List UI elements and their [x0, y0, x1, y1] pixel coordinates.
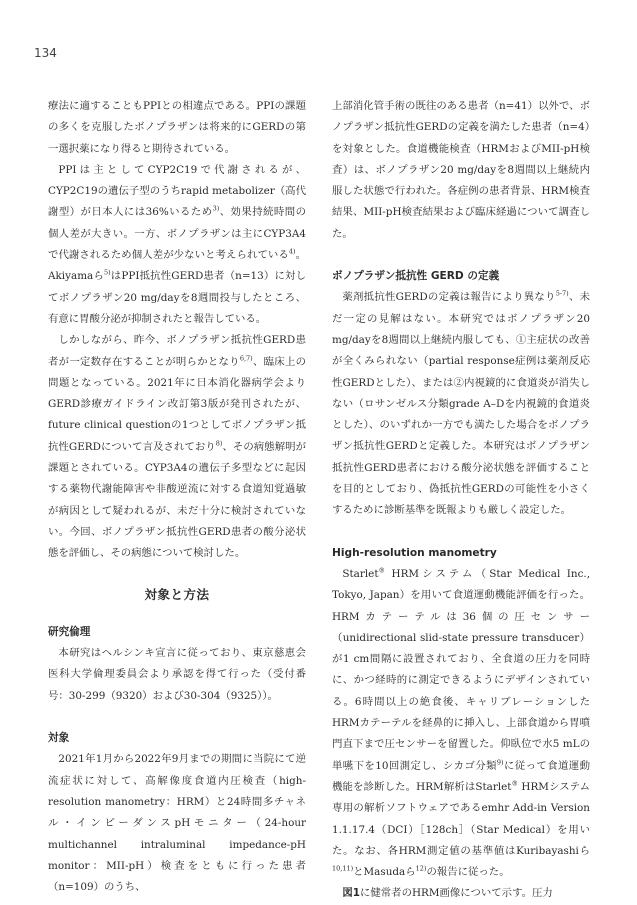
section-title: 対象と方法: [144, 586, 210, 602]
paragraph: PPIは主としてCYP2C19で代謝されるが、CYP2C19の遺伝子型のうちrapid metabolizer（高代謝型）が日本人には36%いるため$^{3)}$、効果持続時間の個人差が大きい。一方、ボノプラザンは主にCYP3A4で代謝されるため個人差が少ないと考えられている$^{4)}$。Akiyamaら$^{5)}$はPPI抵抗性GERD患者（n=13）に対してボノプラザン20 mg/dayを8週間投与したところ、有意に胃酸分泌が抑制されたと報告している。: [48, 163, 307, 325]
paragraph: 療法に適することもPPIとの相違点である。PPIの課題の多くを克服したボノプラザンは将来的にGERDの第一選択薬になり得ると期待されている。: [48, 100, 306, 155]
paragraph: 2021年1月から2022年9月までの期間に当院にて逆流症状に対して、高解像度食道内圧検査（high-resolution manometry：HRM）と24時間多チャネル・インピーダンスpHモニター（24-hour multichannel intraluminal impedance-pH monitor：MII-pH）検査をともに行った患者（n=109）のうち、: [48, 753, 306, 894]
registered-mark: ®: [378, 566, 385, 575]
hrm-heading: High-resolution manometry: [332, 546, 497, 559]
figure-reference[interactable]: 図1: [342, 887, 361, 900]
citation: 12): [415, 864, 427, 873]
citation: 10,11): [332, 864, 354, 873]
citation: 3): [212, 205, 220, 214]
left-column: [48, 96, 306, 898]
paragraph: 上部消化管手術の既往のある患者（n=41）以外で、ボノプラザン抵抗性GERDの定義を満たした患者（n=4）を対象とした。食道機能検査（HRMおよびMII-pH検査）は、ボノプラザン20 mg/dayを8週間以上継続内服した状態で行われた。各症例の患者背景、HRM検査結果、MII-pH検査結果および臨床経過について調査した。: [332, 100, 590, 240]
page-number: 134: [34, 46, 57, 60]
right-column: [332, 96, 590, 905]
ethics-heading: 研究倫理: [48, 625, 91, 638]
paragraph: 薬剤抵抗性GERDの定義は報告により異なり$^{5-7)}$、未だ一定の見解はない。本研究ではボノプラザン20 mg/dayを8週間以上継続内服しても、①主症状の改善が全くみられない（partial response症例は薬剤反応性GERDとした）、または②内視鏡的に食道炎が消失しない（ロサンゼルス分類grade A–Dを内視鏡的食道炎とした）、のいずれか一方でも満たした場合をボノプラザン抵抗性GERDと定義した。本研究はボノプラザン抵抗性GERD患者における酸分泌状態を評価することを目的としており、偽抵抗性GERDの可能性を小さくするために診断基準を既報よりも厳しく設定した。: [332, 289, 590, 517]
citation: 5): [103, 268, 111, 277]
paragraph: Starlet® HRMシステム（Star Medical Inc., Tokyo, Japan）を用いて食道運動機能評価を行った。HRMカテーテルは36個の圧センサー（unidirectional slid-state pressure transducer）が1 cm間隔に設置されており、全食道の圧力を同時に、かつ経時的に測定できるようにデザインされている。6時間以上の絶食後、キャリブレーションしたHRMカテーテルを経鼻的に挿入し、上部食道から胃噴門直下まで圧センサーを留置した。仰臥位で水5 mLの単嚥下を10回測定し、シカゴ分類$^{9)}$に従って食道運動機能を診断した。HRM解析はStarlet® HRMシステム専用の解析ソフトウェアであるemhr Add-in Version 1.1.17.4（DCI）［128ch］（Star Medical）を用いた。なお、各HRM測定値の基準値はKuribayashiら$^{10,11)}$とMasudaら$^{12)}$の報告に従った。: [332, 566, 590, 879]
paragraph: しかしながら、昨今、ボノプラザン抵抗性GERD患者が一定数存在することが明らかとなり$^{6,7)}$、臨床上の問題となっている。2021年に日本消化器病学会よりGERD診療ガイドライン改訂第3版が発刊されたが、future clinical questionの1つとしてボノプラザン抵抗性GERDについて言及されており$^{8)}$、その病態解明が課題とされている。CYP3A4の遺伝子多型などに起因する薬物代謝能障害や非酸逆流に対する食道知覚過敏が病因として疑われるが、未だ十分に検討されていない。今回、ボノプラザン抵抗性GERD患者の酸分泌状態を評価し、その病態について検討した。: [48, 334, 307, 560]
registered-mark: ®: [511, 779, 518, 788]
paragraph: 図1に健常者のHRM画像について示す。圧力: [342, 887, 553, 900]
citation: 8): [215, 439, 223, 448]
citation: 4): [288, 247, 296, 256]
subjects-heading: 対象: [48, 732, 70, 745]
citation: 6,7): [239, 354, 253, 363]
definition-heading: ボノプラザン抵抗性 GERD の定義: [332, 270, 500, 283]
paragraph: 本研究はヘルシンキ宣言に従っており、東京慈恵会医科大学倫理委員会より承認を得て行った（受付番号：30-299（9320）および30-304（9325））。: [48, 647, 306, 702]
citation: 9): [496, 758, 504, 767]
citation: 5-7): [555, 289, 569, 298]
